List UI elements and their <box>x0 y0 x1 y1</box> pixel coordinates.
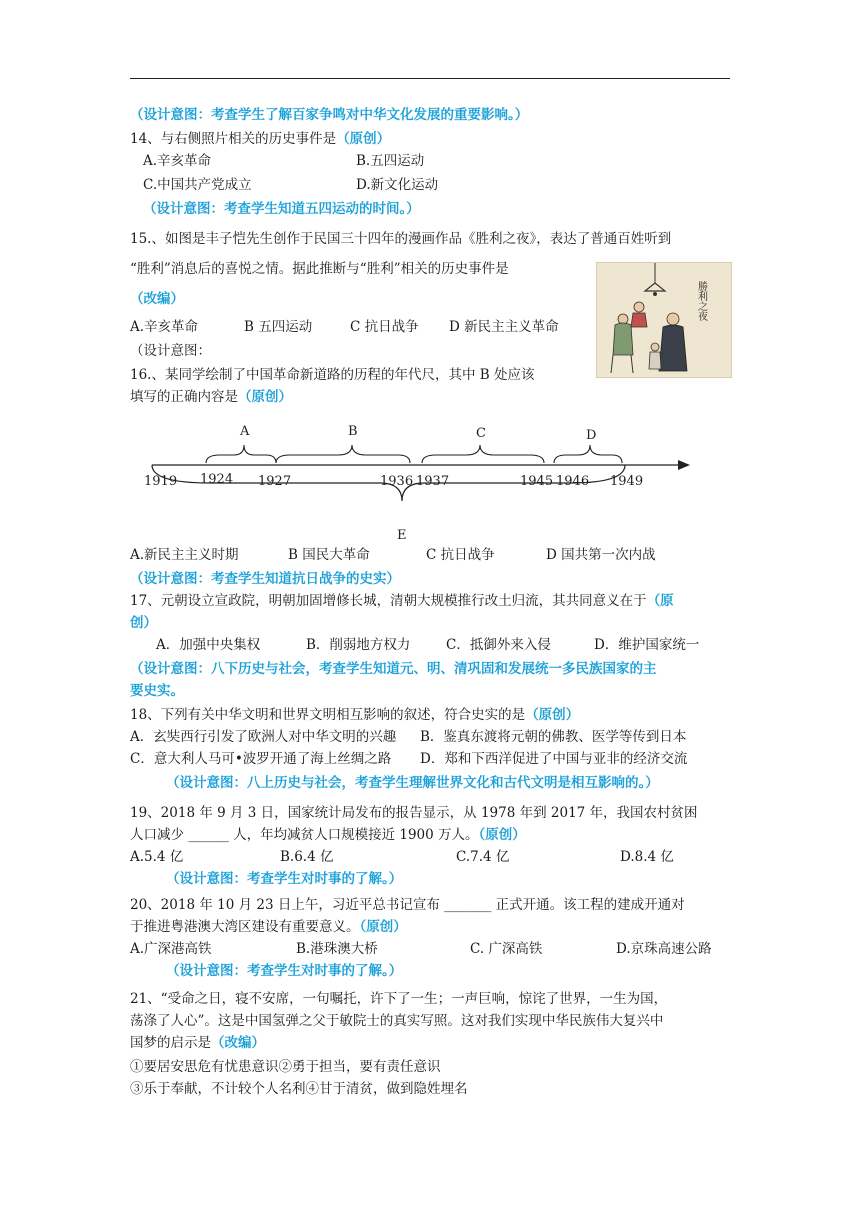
q20-line1: 20、2018 年 10 月 23 日上午，习近平总书记宣布 _______ 正式开通。该工程的建成开通对 <box>130 897 685 913</box>
painting-caption: 勝利之夜 <box>695 281 707 321</box>
q20-design-note: （设计意图：考查学生对时事的了解。） <box>166 963 403 979</box>
q14-design-note: （设计意图：考查学生知道五四运动的时间。） <box>143 201 420 217</box>
q16-tag: （原创） <box>238 389 292 405</box>
q18-option-a: A．玄奘西行引发了欧洲人对中华文明的兴趣 <box>130 729 397 745</box>
q19-design-note: （设计意图：考查学生对时事的了解。） <box>166 871 403 887</box>
q15-line1: 15.、如图是丰子恺先生创作于民国三十四年的漫画作品《胜利之夜》，表达了普通百姓听到 <box>130 231 672 247</box>
q19-line1: 19、2018 年 9 月 3 日，国家统计局发布的报告显示，从 1978 年到 2017 年，我国农村贫困 <box>130 805 698 821</box>
q17-line1 <box>130 592 674 610</box>
q17-option-d: D．维护国家统一 <box>594 637 700 653</box>
q19-line2 <box>130 826 526 844</box>
victory-night-painting <box>596 262 732 378</box>
q16-option-b: B 国民大革命 <box>288 547 370 563</box>
q17-design-note-line2: 要史实。 <box>130 683 184 699</box>
q21-line3-text: 国梦的启示是 <box>130 1035 211 1051</box>
header-rule <box>130 78 730 79</box>
timeline-year: 1919 <box>144 474 178 489</box>
q18-option-c: C．意大利人马可•波罗开通了海上丝绸之路 <box>130 751 392 767</box>
q19-tag: （原创） <box>478 827 526 843</box>
q19-option-c: C.7.4 亿 <box>456 849 510 865</box>
q21-line3 <box>130 1034 265 1052</box>
q17-tag-part2: 创） <box>130 615 157 631</box>
q20-option-d: D.京珠高速公路 <box>616 941 712 957</box>
timeline-year: 1946 <box>556 474 590 489</box>
q14-stem-text: 14、与右侧照片相关的历史事件是 <box>130 131 337 147</box>
q20-line2 <box>130 918 407 936</box>
q14-option-d: D.新文化运动 <box>356 177 439 193</box>
q17-design-note-line1: （设计意图：八下历史与社会，考查学生知道元、明、清巩固和发展统一多民族国家的主 <box>130 661 657 677</box>
q21-line1: 21、“受命之日，寝不安席，一句嘱托，许下了一生；一声巨响，惊诧了世界，一生为国， <box>130 991 668 1007</box>
q16-line2 <box>130 388 292 406</box>
q18-design-note: （设计意图：八上历史与社会，考查学生理解世界文化和古代文明是相互影响的。） <box>166 775 659 791</box>
q20-option-b: B.港珠澳大桥 <box>296 941 378 957</box>
q14-stem <box>130 130 390 148</box>
q20-option-a: A.广深港高铁 <box>130 941 212 957</box>
q16-line2-text: 填写的正确内容是 <box>130 389 238 405</box>
painting-illustration <box>597 263 731 377</box>
q15-option-a: A.辛亥革命 <box>130 319 199 335</box>
q17-line1-text: 17、元朝设立宣政院，明朝加固增修长城，清朝大规模推行改土归流，其共同意义在于 <box>130 593 647 609</box>
q19-line2-text: 人口减少 ______ 人，年均减贫人口规模接近 1900 万人。 <box>130 827 479 843</box>
q18-option-b: B．鉴真东渡将元朝的佛教、医学等传到日本 <box>420 729 687 745</box>
q19-option-d: D.8.4 亿 <box>620 849 674 865</box>
timeline-label-a: A <box>240 424 250 439</box>
timeline-year: 1924 <box>200 472 234 487</box>
timeline-year: 1937 <box>416 474 450 489</box>
q17-option-a: A．加强中央集权 <box>156 637 261 653</box>
q14-option-c: C.中国共产党成立 <box>143 177 252 193</box>
q17-option-b: B．削弱地方权力 <box>306 637 411 653</box>
q21-tag: （改编） <box>211 1035 265 1051</box>
q17-tag-part1: （原 <box>646 593 674 609</box>
q15-design-note: （设计意图： <box>130 343 211 359</box>
q19-option-a: A.5.4 亿 <box>130 849 184 865</box>
timeline-year: 1927 <box>258 474 292 489</box>
q14-tag: （原创） <box>336 131 391 147</box>
q18-stem-text: 18、下列有关中华文明和世界文明相互影响的叙述，符合史实的是 <box>130 707 526 723</box>
q16-line1: 16.、某同学绘制了中国革命新道路的历程的年代尺，其中 B 处应该 <box>130 367 535 383</box>
q14-option-a: A.辛亥革命 <box>143 153 212 169</box>
q16-option-c: C 抗日战争 <box>426 547 495 563</box>
q16-option-d: D 国共第一次内战 <box>546 547 656 563</box>
q16-design-note: （设计意图：考查学生知道抗日战争的史实） <box>130 571 400 587</box>
timeline-label-e: E <box>397 528 407 543</box>
q18-tag: （原创） <box>525 707 580 723</box>
q15-option-d: D 新民主主义革命 <box>449 319 559 335</box>
q21-items-line2: ③乐于奉献，不计较个人名利④甘于清贫，做到隐姓埋名 <box>130 1081 468 1097</box>
q13-design-note: （设计意图：考查学生了解百家争鸣对中华文化发展的重要影响。） <box>130 107 529 123</box>
q15-option-b: B 五四运动 <box>244 319 313 335</box>
timeline-year: 1936 <box>380 474 414 489</box>
q20-tag: （原创） <box>359 919 407 935</box>
q21-line2: 荡涤了人心”。这是中国氢弹之父于敏院士的真实写照。这对我们实现中华民族伟大复兴中 <box>130 1013 664 1029</box>
timeline-label-c: C <box>476 426 486 441</box>
timeline-label-b: B <box>348 424 358 439</box>
q15-line2: “胜利”消息后的喜悦之情。据此推断与“胜利”相关的历史事件是 <box>130 261 509 277</box>
timeline-year: 1949 <box>610 474 644 489</box>
q18-option-d: D．郑和下西洋促进了中国与亚非的经济交流 <box>420 751 688 767</box>
q15-tag: （改编） <box>130 291 184 307</box>
timeline-year: 1945 <box>520 474 554 489</box>
q16-option-a: A.新民主主义时期 <box>130 547 239 563</box>
q15-option-c: C 抗日战争 <box>350 319 419 335</box>
q19-option-b: B.6.4 亿 <box>280 849 334 865</box>
q20-line2-text: 于推进粤港澳大湾区建设有重要意义。 <box>130 919 360 935</box>
q16-timeline <box>130 415 730 545</box>
q21-items-line1: ①要居安思危有忧患意识②勇于担当，要有责任意识 <box>130 1059 441 1075</box>
q17-option-c: C．抵御外来入侵 <box>446 637 551 653</box>
q14-option-b: B.五四运动 <box>356 153 425 169</box>
q20-option-c: C. 广深高铁 <box>470 941 543 957</box>
q18-stem <box>130 706 579 724</box>
timeline-label-d: D <box>586 428 597 443</box>
